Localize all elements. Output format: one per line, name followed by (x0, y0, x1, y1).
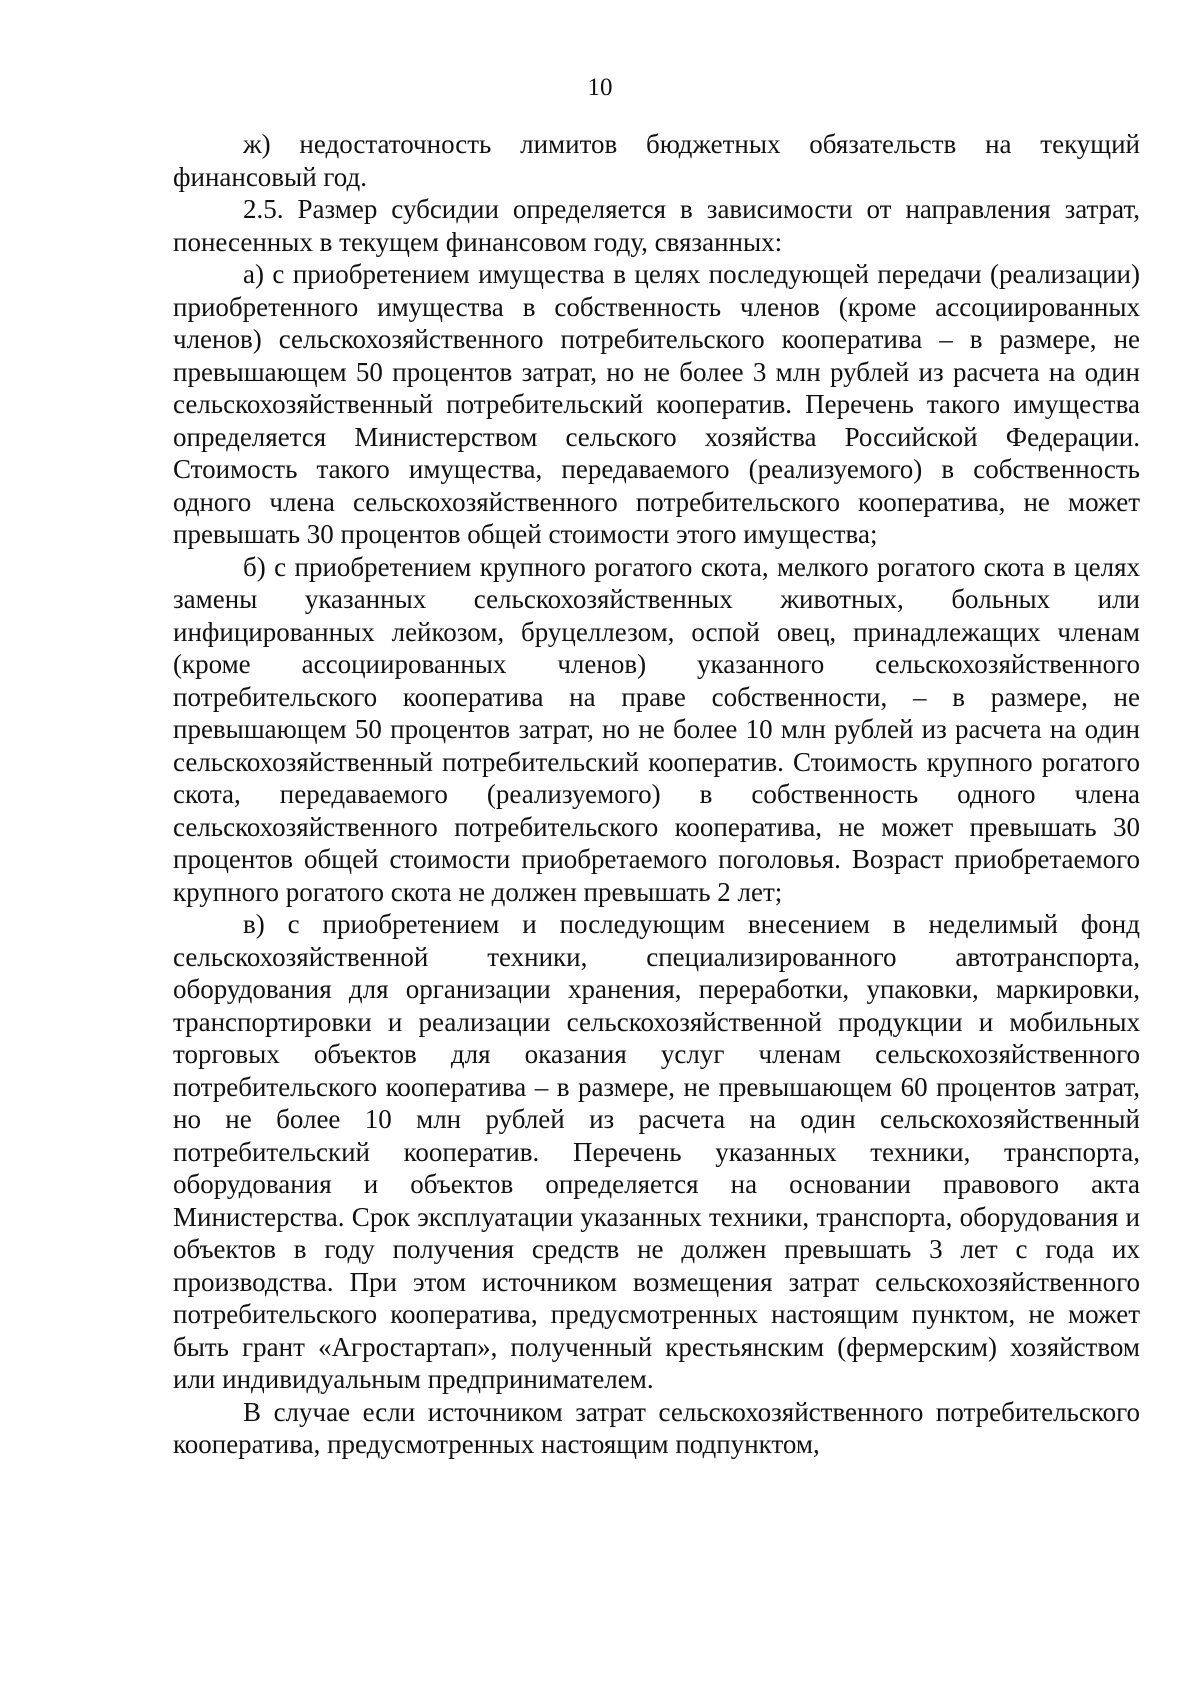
document-body (173, 128, 1140, 1461)
paragraph-b-livestock: б) с приобретением крупного рогатого скота, мелкого рогатого скота в целях замены указанных сельскохозяйственных животных, больных или инфицированных лейкозом, бруцеллезом, оспой овец, принадлежащих членам (кроме ассоциированных членов) указанного сельскохозяйственного потребительского кооператива на праве собственности, – в размере, не превышающем 50 процентов затрат, но не более 10 млн рублей из расчета на один сельскохозяйственный потребительский кооператив. Стоимость крупного рогатого скота, передаваемого (реализуемого) в собственность одного члена сельскохозяйственного потребительского кооператива, не может превышать 30 процентов общей стоимости приобретаемого поголовья. Возраст приобретаемого крупного рогатого скота не должен превышать 2 лет; (173, 551, 1140, 907)
paragraph-v-equipment: в) с приобретением и последующим внесением в неделимый фонд сельскохозяйственной техники, специализированного автотранспорта, оборудования для организации хранения, переработки, упаковки, маркировки, транспортировки и реализации сельскохозяйственной продукции и мобильных торговых объектов для оказания услуг членам сельскохозяйственного потребительского кооператива – в размере, не превышающем 60 процентов затрат, но не более 10 млн рублей из расчета на один сельскохозяйственный потребительский кооператив. Перечень указанных техники, транспорта, оборудования и объектов определяется на основании правового акта Министерства. Срок эксплуатации указанных техники, транспорта, оборудования и объектов в году получения средств не должен превышать 3 лет с года их производства. При этом источником возмещения затрат сельскохозяйственного потребительского кооператива, предусмотренных настоящим пунктом, не может быть грант «Агростартап», полученный крестьянским (фермерским) хозяйством или индивидуальным предпринимателем. (173, 909, 1140, 1394)
paragraph-a-property: а) с приобретением имущества в целях последующей передачи (реализации) приобретенного имущества в собственность членов (кроме ассоциированных членов) сельскохозяйственного потребительского кооператива – в размере, не превышающем 50 процентов затрат, но не более 3 млн рублей из расчета на один сельскохозяйственный потребительский кооператив. Перечень такого имущества определяется Министерством сельского хозяйства Российской Федерации. Стоимость такого имущества, передаваемого (реализуемого) в собственность одного члена сельскохозяйственного потребительского кооператива, не может превышать 30 процентов общей стоимости этого имущества; (173, 259, 1140, 549)
page-number: 10 (587, 74, 613, 101)
paragraph-2-5-subsidy-size: 2.5. Размер субсидии определяется в зависимости от направления затрат, понесенных в текущем финансовом году, связанных: (173, 194, 1140, 257)
paragraph-case-source: В случае если источником затрат сельскохозяйственного потребительского кооператива, предусмотренных настоящим подпунктом, (173, 1396, 1140, 1459)
paragraph-zh-budget-limits: ж) недостаточность лимитов бюджетных обязательств на текущий финансовый год. (173, 129, 1140, 192)
